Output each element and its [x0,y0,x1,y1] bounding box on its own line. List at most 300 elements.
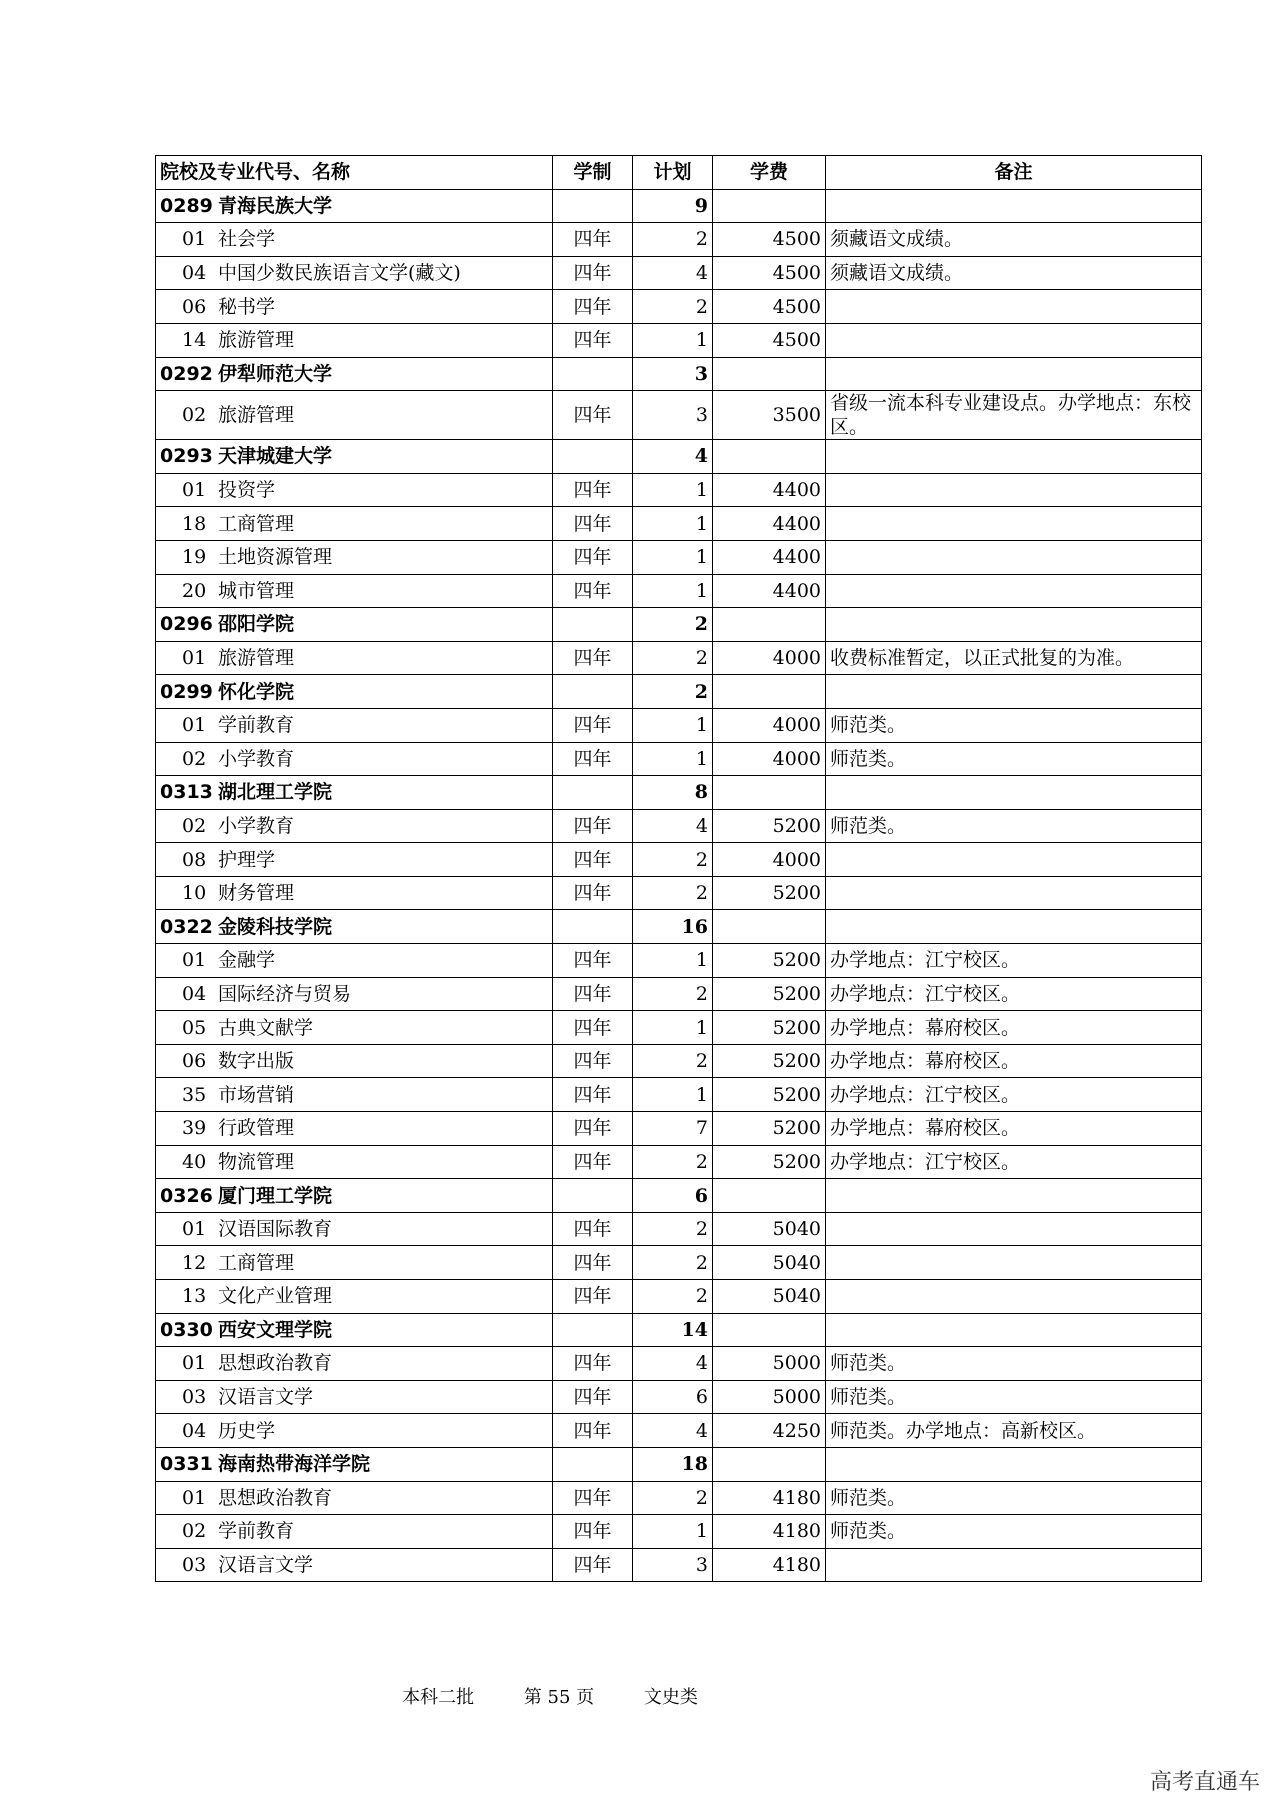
major-duration: 四年 [553,1347,633,1381]
major-duration: 四年 [553,540,633,574]
major-cell [156,876,553,910]
major-duration: 四年 [553,843,633,877]
school-plan: 18 [633,1447,713,1481]
major-duration: 四年 [553,223,633,257]
major-name: 汉语言文学 [218,1554,314,1577]
school-name: 怀化学院 [218,680,295,703]
major-code: 18 [182,512,207,535]
major-name: 土地资源管理 [218,546,333,569]
major-note [826,1548,1202,1582]
major-row [156,944,1202,978]
major-fee: 4500 [713,290,826,324]
footer-batch: 本科二批 [402,1687,475,1708]
major-code: 14 [182,329,207,352]
school-name: 厦门理工学院 [218,1184,333,1207]
major-cell [156,809,553,843]
major-name: 学前教育 [218,1520,295,1543]
major-code: 13 [182,1285,207,1308]
school-name: 西安文理学院 [218,1318,333,1341]
major-code: 04 [182,982,207,1005]
major-code: 05 [182,1016,207,1039]
major-name: 思想政治教育 [218,1486,333,1509]
major-plan: 7 [633,1112,713,1146]
major-cell [156,473,553,507]
major-duration: 四年 [553,1044,633,1078]
major-fee: 5200 [713,809,826,843]
major-duration: 四年 [553,391,633,440]
major-plan: 2 [633,843,713,877]
school-note [826,608,1202,642]
major-cell [156,1011,553,1045]
major-code: 03 [182,1554,207,1577]
school-cell [156,675,553,709]
major-plan: 1 [633,323,713,357]
major-row [156,223,1202,257]
major-row [156,1414,1202,1448]
school-fee [713,675,826,709]
major-plan: 2 [633,1145,713,1179]
major-duration: 四年 [553,1481,633,1515]
major-plan: 1 [633,1515,713,1549]
major-plan: 1 [633,507,713,541]
major-cell [156,1481,553,1515]
major-note: 须藏语文成绩。 [826,223,1202,257]
school-row [156,440,1202,474]
major-duration: 四年 [553,1078,633,1112]
major-plan: 2 [633,1246,713,1280]
major-cell [156,977,553,1011]
major-name: 小学教育 [218,814,295,837]
major-row [156,1212,1202,1246]
major-plan: 2 [633,1280,713,1314]
school-duration [553,1313,633,1347]
major-note: 办学地点：幕府校区。 [826,1112,1202,1146]
major-cell [156,507,553,541]
school-code: 0313 [160,781,213,804]
major-note [826,507,1202,541]
school-cell [156,1179,553,1213]
major-plan: 1 [633,473,713,507]
major-name: 历史学 [218,1419,276,1442]
major-code: 19 [182,546,207,569]
major-cell [156,1548,553,1582]
school-fee [713,910,826,944]
major-code: 02 [182,404,207,427]
school-code: 0299 [160,680,213,703]
major-cell [156,391,553,440]
major-code: 01 [182,949,207,972]
school-plan: 6 [633,1179,713,1213]
major-code: 08 [182,848,207,871]
major-row [156,323,1202,357]
major-name: 思想政治教育 [218,1352,333,1375]
major-row [156,1044,1202,1078]
major-plan: 1 [633,944,713,978]
school-fee [713,1313,826,1347]
school-cell [156,440,553,474]
major-plan: 4 [633,809,713,843]
major-note [826,876,1202,910]
major-code: 02 [182,1520,207,1543]
major-fee: 5040 [713,1246,826,1280]
major-cell [156,290,553,324]
school-row [156,1447,1202,1481]
school-note [826,1447,1202,1481]
school-note [826,1313,1202,1347]
major-cell [156,1414,553,1448]
school-cell [156,357,553,391]
major-name: 学前教育 [218,714,295,737]
school-fee [713,189,826,223]
school-row [156,675,1202,709]
major-code: 02 [182,814,207,837]
major-name: 行政管理 [218,1117,295,1140]
major-cell [156,641,553,675]
major-fee: 4500 [713,256,826,290]
school-plan: 2 [633,675,713,709]
major-note [826,473,1202,507]
school-code: 0296 [160,613,213,636]
school-cell [156,1447,553,1481]
major-fee: 5200 [713,1112,826,1146]
major-fee: 4180 [713,1548,826,1582]
header-duration: 学制 [553,156,633,190]
school-code: 0331 [160,1453,213,1476]
school-cell [156,608,553,642]
school-code: 0293 [160,445,213,468]
major-code: 40 [182,1150,207,1173]
school-cell [156,1313,553,1347]
major-cell [156,742,553,776]
major-cell [156,540,553,574]
major-note: 办学地点：幕府校区。 [826,1011,1202,1045]
major-note [826,323,1202,357]
school-duration [553,1447,633,1481]
major-note [826,1246,1202,1280]
major-duration: 四年 [553,809,633,843]
major-fee: 4000 [713,641,826,675]
major-plan: 4 [633,256,713,290]
major-name: 秘书学 [218,295,276,318]
major-duration: 四年 [553,641,633,675]
major-fee: 4000 [713,742,826,776]
major-plan: 1 [633,1078,713,1112]
major-fee: 5200 [713,876,826,910]
page-footer [0,1683,1100,1709]
major-row [156,641,1202,675]
major-plan: 1 [633,708,713,742]
school-duration [553,357,633,391]
major-plan: 4 [633,1414,713,1448]
school-code: 0289 [160,194,213,217]
school-duration [553,1179,633,1213]
admission-plan-table [155,155,1202,1582]
major-row [156,1481,1202,1515]
major-plan: 2 [633,1044,713,1078]
header-note: 备注 [826,156,1202,190]
school-row [156,1313,1202,1347]
major-duration: 四年 [553,977,633,1011]
major-fee: 5040 [713,1280,826,1314]
major-row [156,256,1202,290]
major-name: 古典文献学 [218,1016,314,1039]
major-fee: 5200 [713,1011,826,1045]
major-code: 03 [182,1386,207,1409]
major-note: 省级一流本科专业建设点。办学地点：东校区。 [826,391,1202,440]
major-note: 须藏语文成绩。 [826,256,1202,290]
school-row [156,1179,1202,1213]
major-row [156,809,1202,843]
school-row [156,776,1202,810]
school-duration [553,440,633,474]
major-cell [156,1044,553,1078]
major-duration: 四年 [553,1145,633,1179]
major-name: 小学教育 [218,747,295,770]
major-note: 办学地点：江宁校区。 [826,1078,1202,1112]
major-note [826,290,1202,324]
major-fee: 5200 [713,1145,826,1179]
major-name: 旅游管理 [218,404,295,427]
major-code: 12 [182,1251,207,1274]
major-duration: 四年 [553,323,633,357]
major-code: 01 [182,647,207,670]
major-duration: 四年 [553,1548,633,1582]
major-plan: 2 [633,876,713,910]
major-fee: 4500 [713,323,826,357]
major-row [156,473,1202,507]
major-duration: 四年 [553,473,633,507]
header-plan: 计划 [633,156,713,190]
major-cell [156,708,553,742]
major-fee: 4400 [713,473,826,507]
major-fee: 4250 [713,1414,826,1448]
major-cell [156,256,553,290]
major-fee: 4180 [713,1515,826,1549]
major-row [156,540,1202,574]
footer-page: 第 55 页 [523,1687,595,1708]
major-duration: 四年 [553,290,633,324]
major-note [826,540,1202,574]
major-code: 01 [182,479,207,502]
school-fee [713,776,826,810]
school-cell [156,776,553,810]
school-note [826,440,1202,474]
major-note: 办学地点：江宁校区。 [826,1145,1202,1179]
school-note [826,189,1202,223]
major-note: 师范类。 [826,708,1202,742]
major-cell [156,223,553,257]
major-note: 办学地点：江宁校区。 [826,944,1202,978]
major-note: 办学地点：幕府校区。 [826,1044,1202,1078]
major-code: 35 [182,1083,207,1106]
major-note: 师范类。 [826,1481,1202,1515]
school-duration [553,608,633,642]
school-note [826,776,1202,810]
major-row [156,977,1202,1011]
major-plan: 2 [633,641,713,675]
major-name: 数字出版 [218,1050,295,1073]
major-duration: 四年 [553,1011,633,1045]
major-code: 06 [182,295,207,318]
major-name: 城市管理 [218,579,295,602]
school-name: 伊犁师范大学 [218,362,333,385]
school-name: 海南热带海洋学院 [218,1453,371,1476]
school-note [826,357,1202,391]
major-fee: 5040 [713,1212,826,1246]
major-note: 师范类。办学地点：高新校区。 [826,1414,1202,1448]
school-duration [553,189,633,223]
major-row [156,507,1202,541]
school-fee [713,608,826,642]
major-fee: 4000 [713,843,826,877]
major-name: 文化产业管理 [218,1285,333,1308]
major-name: 工商管理 [218,512,295,535]
major-fee: 5200 [713,944,826,978]
school-code: 0322 [160,915,213,938]
major-code: 01 [182,1352,207,1375]
major-plan: 1 [633,742,713,776]
major-plan: 2 [633,223,713,257]
school-note [826,1179,1202,1213]
major-fee: 4400 [713,574,826,608]
major-duration: 四年 [553,1414,633,1448]
major-name: 工商管理 [218,1251,295,1274]
footer-category: 文史类 [643,1687,698,1708]
major-plan: 3 [633,1548,713,1582]
major-duration: 四年 [553,1280,633,1314]
major-duration: 四年 [553,742,633,776]
school-cell [156,910,553,944]
major-row [156,876,1202,910]
major-duration: 四年 [553,1112,633,1146]
major-code: 06 [182,1050,207,1073]
table-header-row [156,156,1202,190]
major-plan: 2 [633,1481,713,1515]
major-note: 师范类。 [826,809,1202,843]
school-name: 湖北理工学院 [218,781,333,804]
school-duration [553,776,633,810]
major-duration: 四年 [553,1380,633,1414]
major-plan: 1 [633,540,713,574]
school-code: 0292 [160,362,213,385]
major-plan: 2 [633,977,713,1011]
major-note: 师范类。 [826,742,1202,776]
major-name: 投资学 [218,479,276,502]
major-code: 04 [182,1419,207,1442]
major-cell [156,1112,553,1146]
major-row [156,1011,1202,1045]
major-row [156,843,1202,877]
major-duration: 四年 [553,1246,633,1280]
watermark: 高考直通车 [1149,1770,1260,1795]
major-name: 旅游管理 [218,329,295,352]
major-plan: 6 [633,1380,713,1414]
major-code: 01 [182,714,207,737]
major-duration: 四年 [553,876,633,910]
major-note [826,1212,1202,1246]
school-cell [156,189,553,223]
school-note [826,910,1202,944]
school-name: 金陵科技学院 [218,915,333,938]
school-duration [553,910,633,944]
major-row [156,574,1202,608]
school-name: 天津城建大学 [218,445,333,468]
major-cell [156,1246,553,1280]
major-plan: 1 [633,1011,713,1045]
major-row [156,1246,1202,1280]
school-plan: 2 [633,608,713,642]
major-row [156,708,1202,742]
school-code: 0330 [160,1318,213,1341]
major-fee: 4400 [713,540,826,574]
major-name: 国际经济与贸易 [218,982,352,1005]
major-fee: 5000 [713,1347,826,1381]
school-plan: 3 [633,357,713,391]
major-name: 市场营销 [218,1083,295,1106]
major-plan: 3 [633,391,713,440]
major-name: 汉语言文学 [218,1386,314,1409]
school-duration [553,675,633,709]
major-note: 师范类。 [826,1515,1202,1549]
major-note [826,574,1202,608]
school-name: 青海民族大学 [218,194,333,217]
major-duration: 四年 [553,256,633,290]
major-duration: 四年 [553,1515,633,1549]
major-code: 20 [182,579,207,602]
major-plan: 2 [633,1212,713,1246]
major-code: 01 [182,228,207,251]
major-note: 师范类。 [826,1347,1202,1381]
major-duration: 四年 [553,507,633,541]
major-row [156,1078,1202,1112]
major-row [156,1280,1202,1314]
major-cell [156,1380,553,1414]
major-fee: 4180 [713,1481,826,1515]
major-plan: 2 [633,290,713,324]
header-fee: 学费 [713,156,826,190]
major-row [156,742,1202,776]
school-row [156,910,1202,944]
major-name: 物流管理 [218,1150,295,1173]
major-name: 社会学 [218,228,276,251]
major-cell [156,1515,553,1549]
school-fee [713,440,826,474]
school-plan: 14 [633,1313,713,1347]
school-fee [713,357,826,391]
major-code: 39 [182,1117,207,1140]
major-cell [156,1212,553,1246]
major-row [156,1347,1202,1381]
major-note: 师范类。 [826,1380,1202,1414]
major-cell [156,1078,553,1112]
major-note [826,1280,1202,1314]
major-note [826,843,1202,877]
major-name: 护理学 [218,848,276,871]
major-row [156,1548,1202,1582]
major-code: 04 [182,262,207,285]
major-fee: 5200 [713,1078,826,1112]
major-cell [156,1145,553,1179]
major-cell [156,1280,553,1314]
major-fee: 5200 [713,1044,826,1078]
major-plan: 1 [633,574,713,608]
major-code: 01 [182,1486,207,1509]
school-row [156,357,1202,391]
major-name: 财务管理 [218,882,295,905]
school-plan: 8 [633,776,713,810]
major-cell [156,944,553,978]
school-plan: 4 [633,440,713,474]
